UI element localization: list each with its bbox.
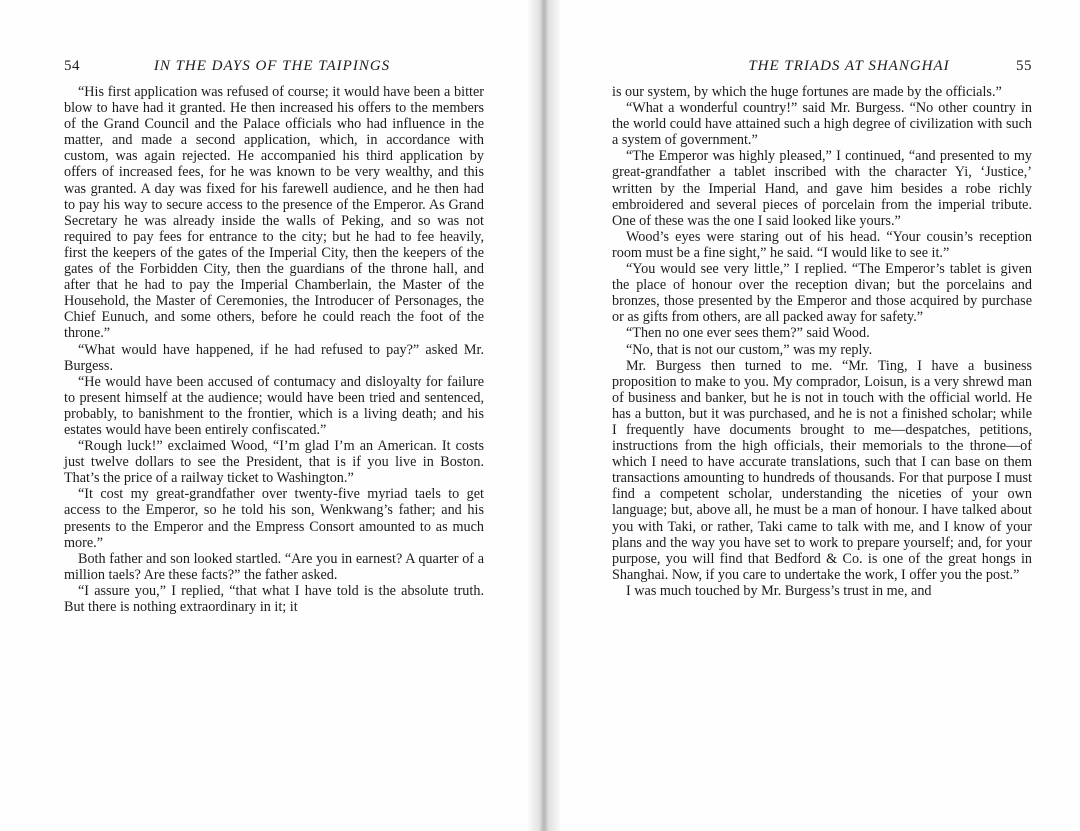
left-running-head [64, 58, 484, 84]
paragraph: “It cost my great-grandfather over twenty-five myriad taels to get access to the Emperor, so he told his son, Wenkwang’s father; and his presents to the Emperor and the Empress Consort amounted to as much more.” [64, 486, 484, 551]
right-body-text [612, 84, 1032, 599]
paragraph: “The Emperor was highly pleased,” I continued, “and presented to my great-grandfather a tablet inscribed with the character Yi, ‘Justice,’ written by the Imperial Hand, and gave him besides a robe richly embroidered and several pieces of porcelain from the imperial tribute. One of these was the one I said looked like yours.” [612, 148, 1032, 229]
paragraph: “What would have happened, if he had refused to pay?” asked Mr. Burgess. [64, 341, 484, 374]
paragraph: “His first application was refused of course; it would have been a bitter blow to have had it granted. He then increased his offers to the members of the Grand Council and the Palace officials who had influence in the matter, and made a second application, which, in accordance with custom, was again rejected. He accompanied his third application by offers of increased fees, for he was known to be very wealthy, and this was granted. A day was fixed for his farewell audience, and he then had to pay his way to secure access to the presence of the Emperor. As Grand Secretary he was already inside the walls of Peking, and so was not required to pay fees for entrance to the city; but he had to fee heavily, first the keepers of the gates of the Imperial City, then the keepers of the gates of the Forbidden City, then the guardians of the throne hall, and after that he had to pay the Imperial Chamberlain, the Master of the Household, the Master of Ceremonies, the Introducer of Personages, the Chief Eunuch, and some others, before he could reach the foot of the throne.” [64, 84, 484, 342]
paragraph: I was much touched by Mr. Burgess’s trust in me, and [626, 582, 932, 599]
left-running-title: IN THE DAYS OF THE TAIPINGS [153, 58, 391, 74]
right-page-number: 55 [1016, 58, 1032, 74]
paragraph-continuation: is our system, by which the huge fortunes are made by the officials.” [612, 84, 1002, 100]
paragraph: “He would have been accused of contumacy and disloyalty for failure to present himself at the audience; would have been tried and sentenced, probably, to banishment to the frontier, which is a living death; and his estates would have been entirely confiscated.” [64, 373, 484, 438]
paragraph: “I assure you,” I replied, “that what I have told is the absolute truth. But there is nothing extraordinary in it; it [64, 582, 484, 615]
book-gutter [528, 0, 560, 831]
left-page-number: 54 [64, 58, 80, 74]
left-page [64, 58, 484, 615]
left-body-text [64, 84, 484, 615]
paragraph: “Rough luck!” exclaimed Wood, “I’m glad I’m an American. It costs just twelve dollars to see the President, that is if you live in Boston. That’s the price of a railway ticket to Washington.” [64, 438, 484, 487]
paragraph: Mr. Burgess then turned to me. “Mr. Ting, I have a business proposition to make to you. My comprador, Loisun, is a very shrewd man of business and banker, but he is not in touch with the official world. He has a button, but it was purchased, and he is not a finished scholar; while I frequently have documents brought to me—despatches, petitions, instructions from the high officials, their memorials to the throne—of which I need to have accurate translations, such that I can base on them transactions amounting to hundreds of thousands. For that purpose I must find a competent scholar, understanding the niceties of your own language; but, above all, he must be a man of honour. I have talked about you with Taki, or rather, Taki came to talk with me, and I know of your plans and the way you have set to work to prepare yourself; and, for your purpose, you will find that Bedford & Co. is one of the great hongs in Shanghai. Now, if you care to undertake the work, I offer you the post.” [612, 357, 1032, 583]
paragraph: Wood’s eyes were staring out of his head. “Your cousin’s reception room must be a fine sight,” he said. “I would like to see it.” [612, 228, 1032, 261]
paragraph: “No, that is not our custom,” was my reply. [626, 341, 873, 358]
right-running-head [612, 58, 1032, 84]
paragraph: “You would see very little,” I replied. “The Emperor’s tablet is given the place of honour over the reception divan; but the porcelains and bronzes, those presented by the Emperor and those acquired by purchase or as gifts from others, are all packed away for safety.” [612, 261, 1032, 326]
paragraph: “Then no one ever sees them?” said Wood. [626, 325, 870, 342]
paragraph: “What a wonderful country!” said Mr. Burgess. “No other country in the world could have attained such a high degree of civilization with such a system of government.” [612, 100, 1032, 149]
right-running-title: THE TRIADS AT SHANGHAI [748, 58, 950, 74]
paragraph: Both father and son looked startled. “Are you in earnest? A quarter of a million taels? Are these facts?” the father asked. [64, 550, 484, 583]
right-page [612, 58, 1032, 599]
